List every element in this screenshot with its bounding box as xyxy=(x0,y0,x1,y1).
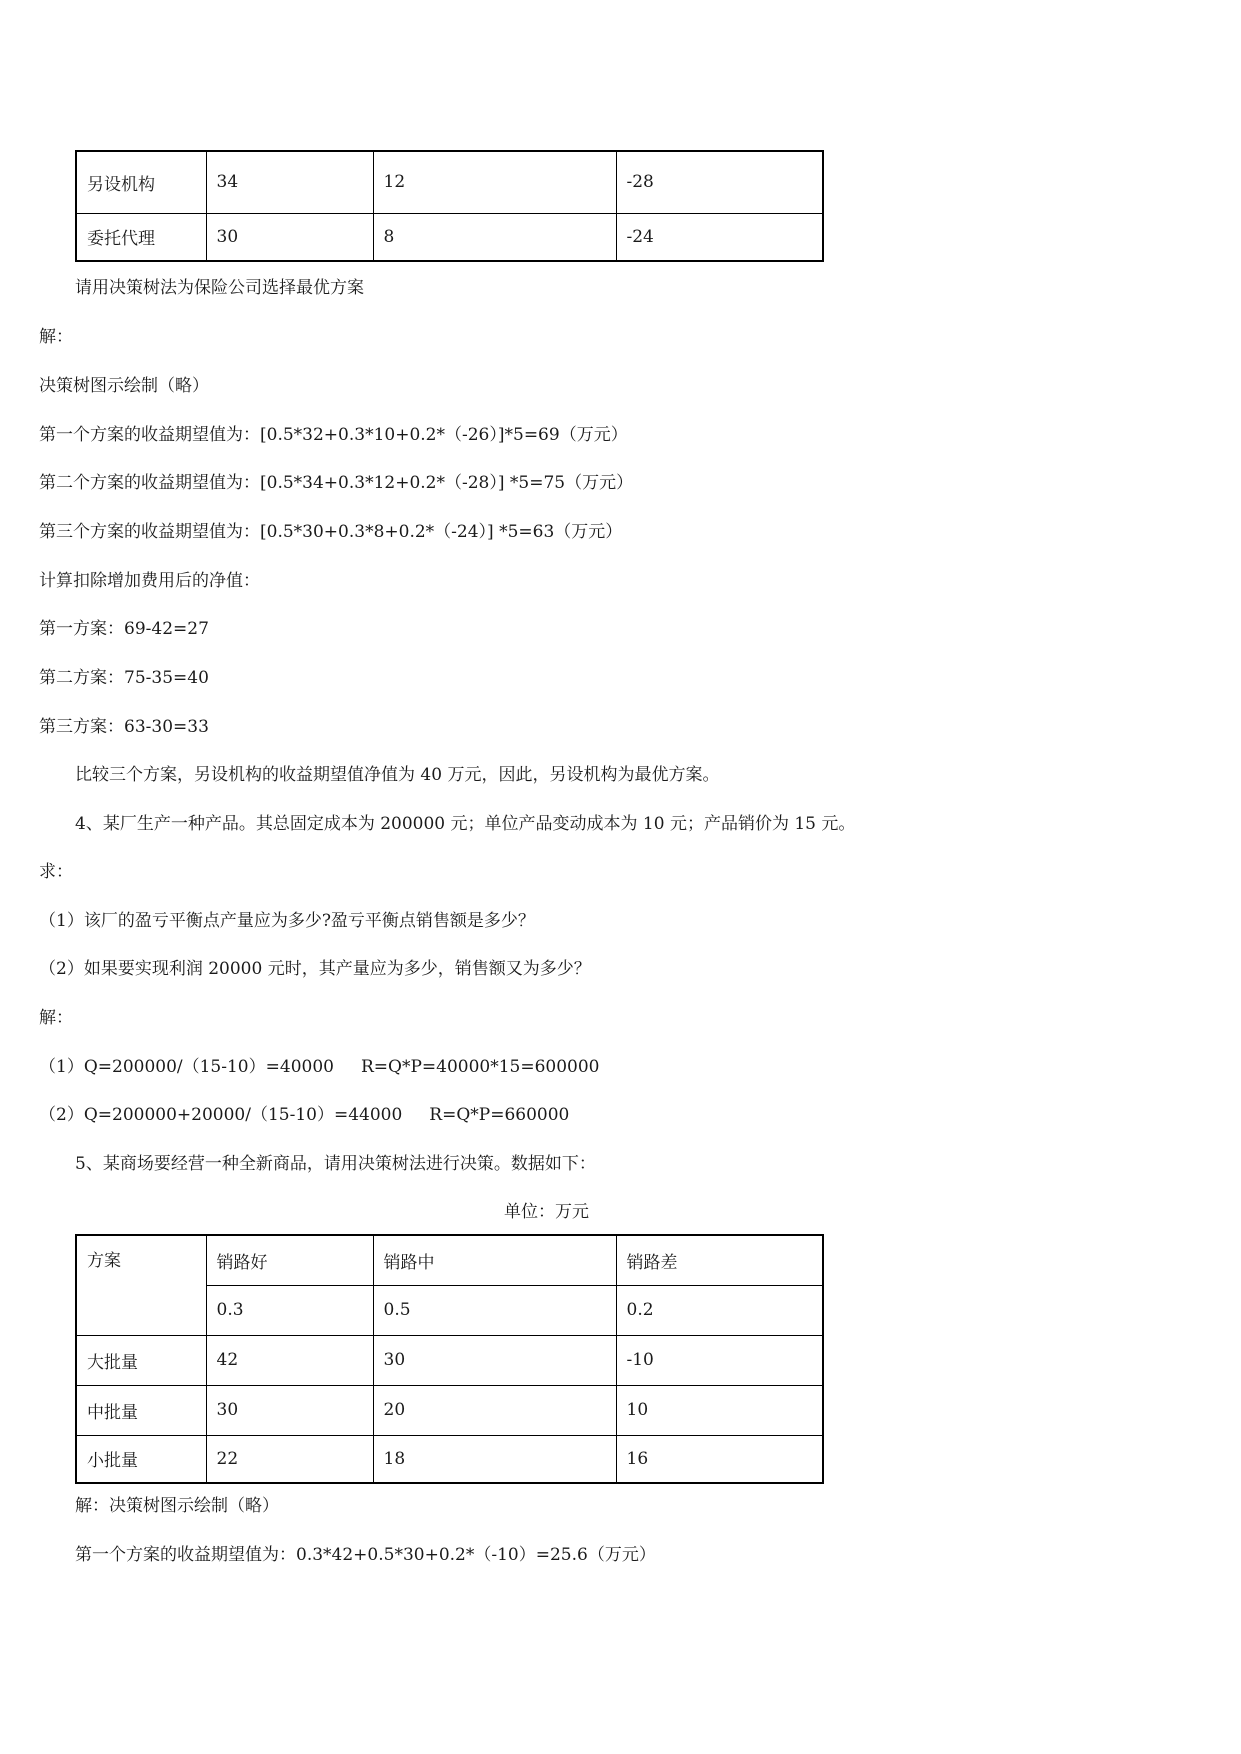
table-cell: 30 xyxy=(206,213,373,261)
table-row xyxy=(76,213,823,261)
question-4-part-2: （2）如果要实现利润 20000 元时，其产量应为多少，销售额又为多少？ xyxy=(39,959,591,979)
table-cell: 另设机构 xyxy=(76,151,206,213)
probability-cell: 0.5 xyxy=(373,1285,616,1335)
table-header-row xyxy=(76,1235,823,1285)
table-cell: 12 xyxy=(373,151,616,213)
conclusion: 比较三个方案，另设机构的收益期望值净值为 40 万元，因此，另设机构为最优方案。 xyxy=(75,765,720,785)
table-cell: 委托代理 xyxy=(76,213,206,261)
expected-value-5-1: 第一个方案的收益期望值为：0.3*42+0.5*30+0.2*（-10）=25.6（万元） xyxy=(75,1545,656,1565)
decision-data-table xyxy=(75,1234,824,1484)
table-header-cell: 销路中 xyxy=(373,1235,616,1285)
table-header-cell: 销路差 xyxy=(616,1235,823,1285)
table-row xyxy=(76,1385,823,1435)
question-4: 4、某厂生产一种产品。其总固定成本为 200000 元；单位产品变动成本为 10 元；产品销价为 15 元。 xyxy=(75,814,856,834)
table-cell: 30 xyxy=(373,1335,616,1385)
tree-note: 决策树图示绘制（略） xyxy=(39,376,209,396)
net-value-1: 第一方案：69-42=27 xyxy=(39,619,209,639)
table-row xyxy=(76,1435,823,1483)
ask-label: 求： xyxy=(39,862,73,882)
probability-cell: 0.2 xyxy=(616,1285,823,1335)
table-cell: 22 xyxy=(206,1435,373,1483)
table-cell: 10 xyxy=(616,1385,823,1435)
table-cell: 42 xyxy=(206,1335,373,1385)
table-cell: 34 xyxy=(206,151,373,213)
expected-value-2: 第二个方案的收益期望值为：[0.5*34+0.3*12+0.2*（-28）] *5=75（万元） xyxy=(39,473,634,493)
table-row xyxy=(76,151,823,213)
net-value-2: 第二方案：75-35=40 xyxy=(39,668,209,688)
question-4-part-1: （1）该厂的盈亏平衡点产量应为多少?盈亏平衡点销售额是多少？ xyxy=(39,911,535,931)
answer-4-part-2: （2）Q=200000+20000/（15-10）=44000 R=Q*P=660000 xyxy=(39,1105,570,1125)
question-prompt: 请用决策树法为保险公司选择最优方案 xyxy=(75,278,364,298)
solution-note: 解：决策树图示绘制（略） xyxy=(75,1496,279,1516)
table-cell: 18 xyxy=(373,1435,616,1483)
table-header-cell: 方案 xyxy=(76,1235,206,1335)
table-cell: 20 xyxy=(373,1385,616,1435)
table-cell: 16 xyxy=(616,1435,823,1483)
net-value-intro: 计算扣除增加费用后的净值： xyxy=(39,571,260,591)
options-table-continued xyxy=(75,150,824,262)
table-cell: 30 xyxy=(206,1385,373,1435)
table-cell: 8 xyxy=(373,213,616,261)
net-value-3: 第三方案：63-30=33 xyxy=(39,717,209,737)
answer-4-part-1: （1）Q=200000/（15-10）=40000 R=Q*P=40000*15=600000 xyxy=(39,1057,600,1077)
table-cell: -24 xyxy=(616,213,823,261)
probability-cell: 0.3 xyxy=(206,1285,373,1335)
table-cell: 小批量 xyxy=(76,1435,206,1483)
table-header-cell: 销路好 xyxy=(206,1235,373,1285)
table-cell: 中批量 xyxy=(76,1385,206,1435)
expected-value-3: 第三个方案的收益期望值为：[0.5*30+0.3*8+0.2*（-24）] *5=63（万元） xyxy=(39,522,623,542)
table-cell: -10 xyxy=(616,1335,823,1385)
question-5: 5、某商场要经营一种全新商品，请用决策树法进行决策。数据如下： xyxy=(75,1154,596,1174)
expected-value-1: 第一个方案的收益期望值为：[0.5*32+0.3*10+0.2*（-26）]*5=69（万元） xyxy=(39,425,628,445)
solution-label: 解： xyxy=(39,1008,73,1028)
solution-label: 解： xyxy=(39,327,73,347)
table-cell: 大批量 xyxy=(76,1335,206,1385)
unit-label: 单位：万元 xyxy=(504,1202,589,1222)
table-cell: -28 xyxy=(616,151,823,213)
table-row xyxy=(76,1335,823,1385)
